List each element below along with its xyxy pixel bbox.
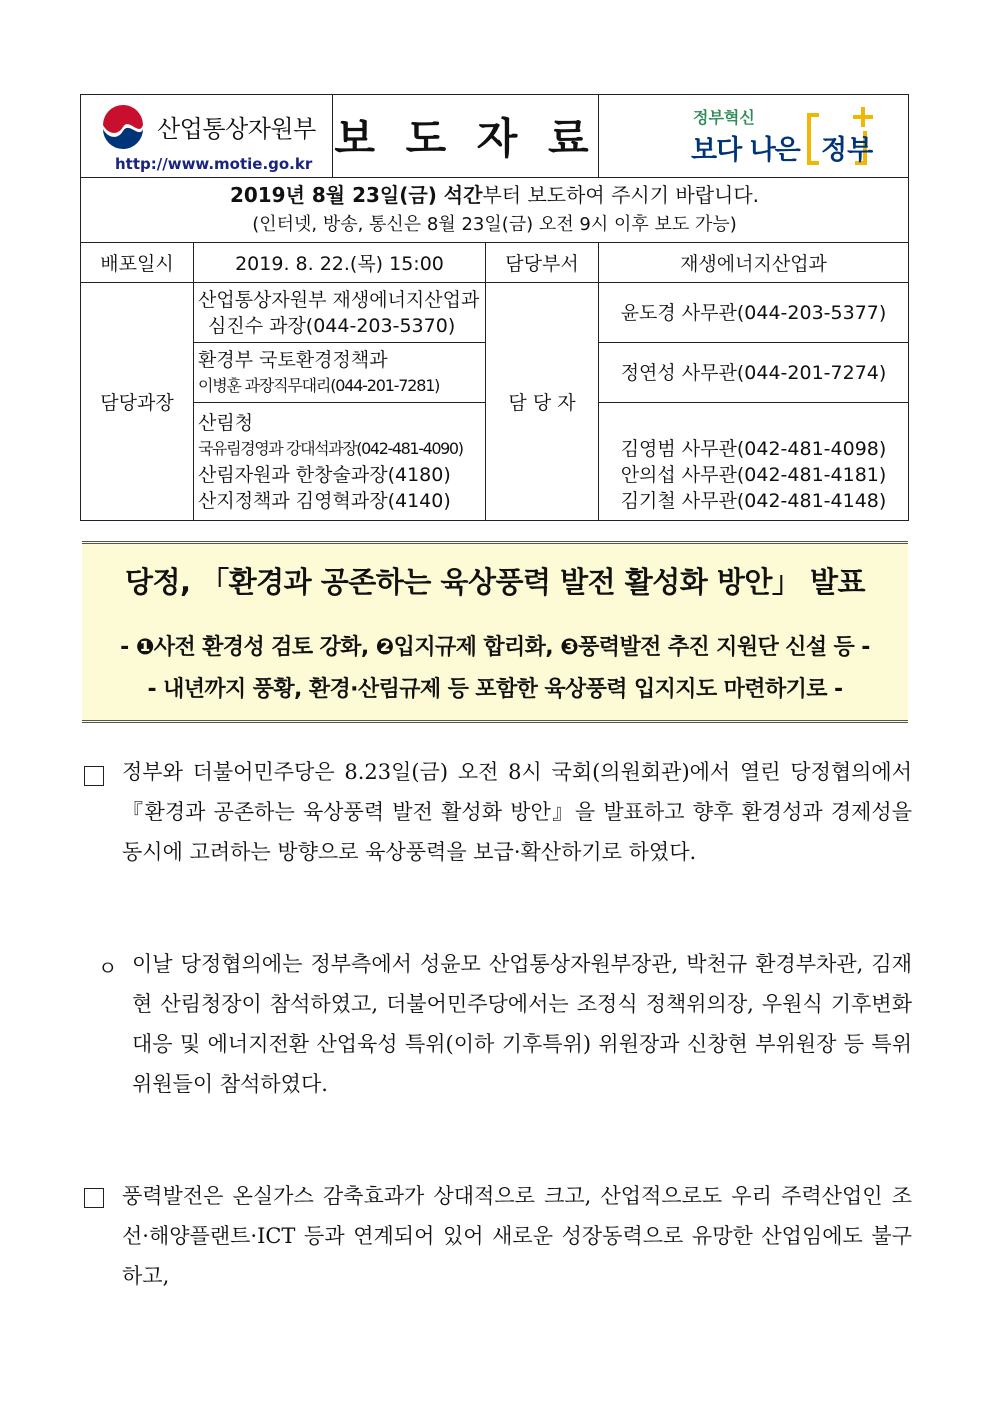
manager-kfs-line4: 산지정책과 김영혁과장(4140)	[198, 489, 451, 512]
paragraph-2-bullet: ㅇ	[98, 956, 118, 980]
contact-kfs-1: 김영범 사무관(042-481-4098)	[620, 437, 887, 460]
embargo-rest: 부터 보도하여 주시기 바랍니다.	[482, 183, 760, 207]
manager-kfs-agency: 산림청	[198, 411, 254, 434]
embargo-date: 2019년 8월 23일(금) 석간	[229, 183, 483, 207]
manager-kfs-line2: 국유림경영과 강대석과장(042-481-4090)	[198, 438, 463, 458]
embargo-online-note: (인터넷, 방송, 통신은 8월 23일(금) 오전 9시 이후 보도 가능)	[252, 214, 737, 235]
manager-kfs	[194, 403, 486, 521]
paragraph-3: 풍력발전은 온실가스 감축효과가 상대적으로 크고, 산업적으로도 우리 주력산업인 조선·해양플랜트·ICT 등과 연계되어 있어 새로운 성장동력으로 유망한 산업임에도 불구하고,	[122, 1184, 912, 1288]
manager-motie-dept: 산업통상자원부 재생에너지산업과	[198, 288, 480, 311]
headline-subtitle-1: - ❶사전 환경성 검토 강화, ❷입지규제 합리화, ❸풍력발전 추진 지원단 신설 등 -	[120, 635, 870, 660]
contact-me: 정연성 사무관(044-201-7274)	[599, 343, 909, 403]
manager-motie-name: 심진수 과장(044-203-5370)	[208, 314, 456, 337]
manager-me-dept: 환경부 국토환경정책과	[198, 348, 388, 371]
manager-label: 담당과장	[81, 283, 194, 521]
contact-motie: 윤도경 사무관(044-203-5377)	[599, 283, 909, 343]
ministry-logo-cell	[81, 95, 333, 178]
ministry-url-link[interactable]: http://www.motie.go.kr	[115, 155, 313, 173]
doc-type-cell	[333, 95, 599, 178]
release-label: 배포일시	[81, 243, 194, 283]
press-header-table	[80, 94, 909, 521]
contact-kfs-2: 안의섭 사무관(042-481-4181)	[620, 463, 887, 486]
gov-slogan-big-b: 정부	[821, 135, 874, 166]
doc-type-title: 보 도 자 료	[334, 114, 597, 163]
paragraph-2: 이날 당정협의에는 정부측에서 성윤모 산업통상자원부장관, 박천규 환경부차관, 김재현 산림청장이 참석하였고, 더불어민주당에서는 조정식 정책위의장, 우원식 기후변화대응 및 에너지전환 산업육성 특위(이하 기후특위) 위원장과 신창현 부위원장 등 특위위원들이 참석하였다.	[132, 952, 912, 1096]
headline-subtitle-2: - 내년까지 풍황, 환경·산림규제 등 포함한 육상풍력 입지지도 마련하기로 -	[147, 677, 843, 702]
manager-me-name: 이병훈 과장직무대리(044-201-7281)	[198, 375, 440, 395]
headline-title: 당정, 「환경과 공존하는 육상풍력 발전 활성화 방안」 발표	[125, 565, 865, 599]
headline-box	[82, 541, 908, 723]
gov-slogan-big-a: 보다 나은	[691, 135, 800, 166]
dept-label: 담당부서	[486, 243, 599, 283]
release-value: 2019. 8. 22.(목) 15:00	[194, 243, 486, 283]
contact-kfs-3: 김기철 사무관(042-481-4148)	[620, 489, 887, 512]
taeguk-logo-icon	[99, 103, 147, 151]
manager-motie	[194, 283, 486, 343]
manager-me	[194, 343, 486, 403]
paragraph-1: 정부와 더불어민주당은 8.23일(금) 오전 8시 국회(의원회관)에서 열린 당정협의에서 『환경과 공존하는 육상풍력 발전 활성화 방안』을 발표하고 향후 환경성과 경제성을 동시에 고려하는 방향으로 육상풍력을 보급·확산하기로 하였다.	[122, 760, 912, 864]
ministry-name: 산업통상자원부	[157, 115, 316, 143]
contact-kfs	[599, 403, 909, 521]
manager-kfs-line3: 산림자원과 한창술과장(4180)	[198, 463, 451, 486]
paragraph-1-checkbox-icon	[84, 766, 104, 786]
dept-value: 재생에너지산업과	[599, 243, 909, 283]
contact-label: 담 당 자	[486, 283, 599, 521]
paragraph-3-checkbox-icon	[84, 1188, 104, 1208]
gov-slogan-small: 정부혁신	[693, 108, 755, 127]
embargo-notice	[81, 178, 909, 243]
gov-slogan-cell	[599, 95, 909, 178]
